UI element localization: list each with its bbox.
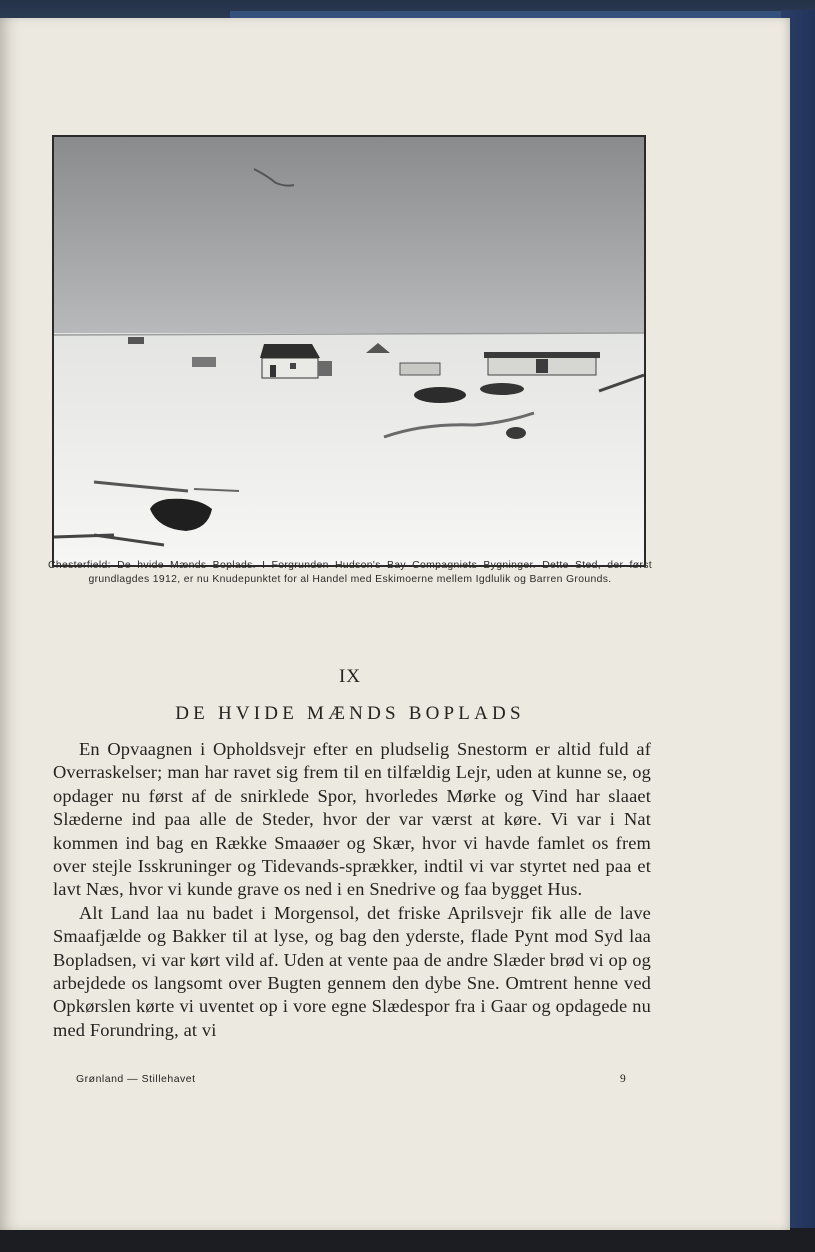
running-title: Grønland — Stillehavet bbox=[76, 1073, 196, 1085]
sledge-pile-2 bbox=[480, 383, 524, 395]
snow-settlement-photo bbox=[52, 135, 646, 567]
house-annex bbox=[318, 361, 332, 376]
store-building bbox=[400, 363, 440, 375]
distant-hut bbox=[128, 337, 144, 344]
house-door bbox=[270, 365, 276, 377]
hbc-roof bbox=[484, 352, 600, 358]
house-roof bbox=[260, 344, 320, 358]
book-bottom-edge bbox=[0, 1228, 815, 1252]
book-page bbox=[0, 18, 790, 1230]
figure-caption: Chesterfield: De hvide Mænds Boplads. I Forgrunden Hudson's Bay Compagniets Bygninger. Dette Sted, der først grundlagdes 1912, er nu Knudepunktet for al Handel med Eskimoerne mellem Igdlulik og Barren Grounds. bbox=[48, 560, 652, 585]
paragraph: Alt Land laa nu badet i Morgensol, det friske Aprilsvejr fik alle de lave Smaafjælde og Bakker til at lyse, og bag den yderste, flade Pynt mod Syd laa Bopladsen, vi var kørt vild af. Uden at vente paa de andre Slæder brød vi op og arbejdede os langsomt over Bugten gennem den dybe Sne. Omtrent henne ved Opkørslen kørte vi uventet op i vore egne Slædespor fra i Gaar og opdagede nu med Forundring, at vi bbox=[53, 902, 651, 1040]
house-window bbox=[290, 363, 296, 369]
chapter-body bbox=[53, 738, 651, 1042]
chapter-title: DE HVIDE MÆNDS BOPLADS bbox=[175, 703, 525, 724]
dog-in-snow bbox=[506, 427, 526, 439]
hbc-dark-section bbox=[536, 359, 548, 373]
paragraph: En Opvaagnen i Opholdsvejr efter en pludselig Snestorm er altid fuld af Overraskelser; man har ravet sig frem til en tilfældig Lejr, uden at kunne se, og opdager nu først af de snirklede Spor, hvorledes Mørke og Vind har slaaet Slæderne ind paa alle de Steder, hvor der var værst at køre. Vi var i Nat kommen ind bag en Række Smaaøer og Skær, hvor vi havde famlet os frem over stejle Isskruninger og Tidevands-sprækker, indtil vi var styrtet ned paa et lavt Næs, hvor vi kunde grave os ned i en Snedrive og faa bygget Hus. bbox=[53, 739, 651, 900]
shed-left bbox=[192, 357, 216, 367]
page-number: 9 bbox=[620, 1073, 626, 1085]
sky bbox=[54, 137, 644, 337]
photo-drawing bbox=[54, 137, 644, 565]
chapter-number: IX bbox=[338, 666, 362, 687]
sledge-pile-1 bbox=[414, 387, 466, 403]
